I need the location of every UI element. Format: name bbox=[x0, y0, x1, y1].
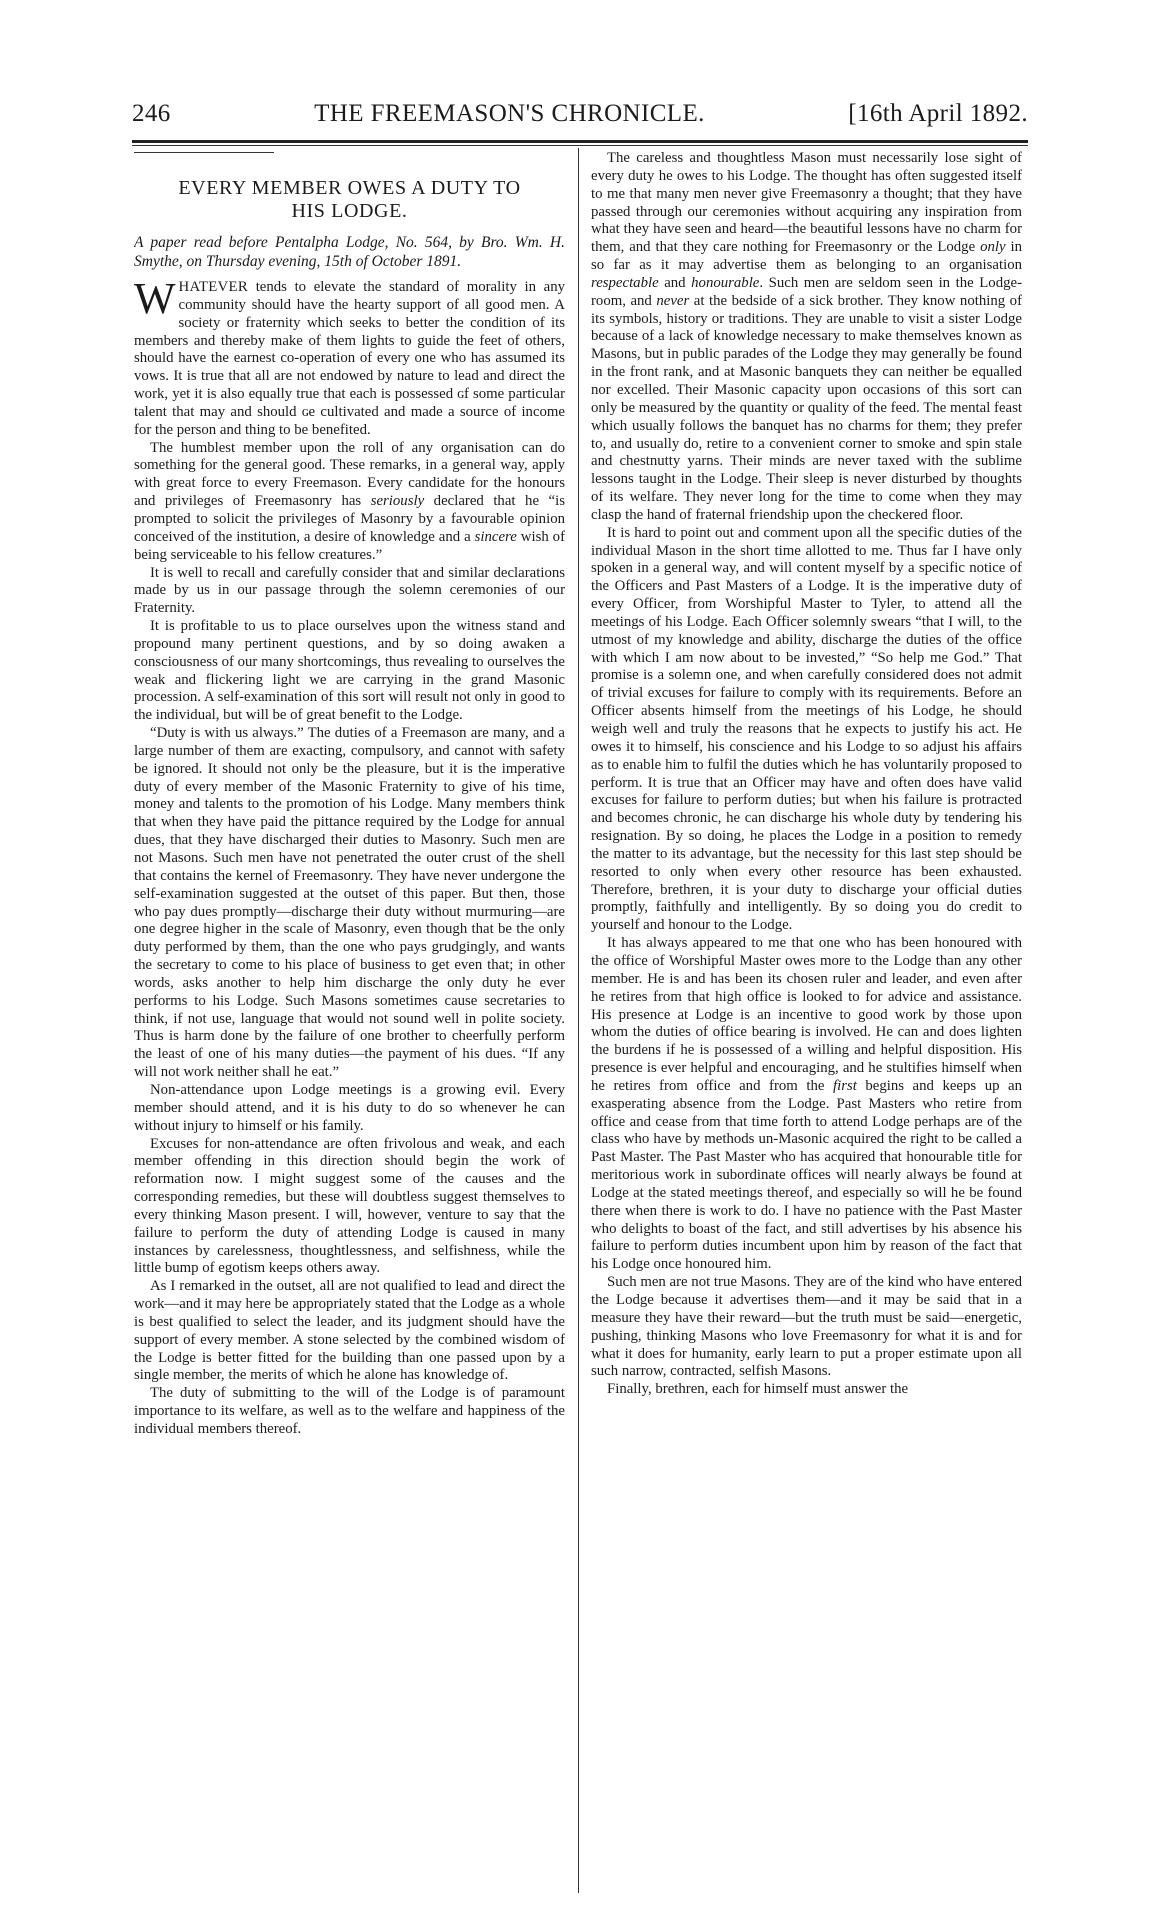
article-title bbox=[134, 177, 565, 223]
paragraph: Such men are not true Masons. They are of the kind who have entered the Lodge because it advertises them—and it may be said that in a measure they have their reward—but the truth must be said—energetic, pushing, thinking Masons who love Freemasonry for what it is and for what it does for humanity, early learn to put a proper estimate upon all such narrow, contracted, selfish Masons. bbox=[591, 1274, 1022, 1380]
paragraph-text: declared that he “is prompted to solicit the privileges of Masonry by a favourable opinion conceived of the institution, a desire of knowledge and a bbox=[134, 493, 565, 545]
paragraph: The duty of submitting to the will of the Lodge is of paramount importance to its welfare, as well as to the welfare and happiness of the individual members thereof. bbox=[134, 1385, 565, 1437]
masthead-rule-thin bbox=[132, 145, 1028, 146]
paragraph bbox=[591, 150, 1022, 525]
paragraph bbox=[591, 935, 1022, 1274]
paragraph bbox=[134, 440, 565, 565]
paragraph-text: and bbox=[658, 274, 692, 291]
emphasis: respectable bbox=[591, 274, 659, 291]
emphasis: first bbox=[832, 1077, 857, 1094]
emphasis: seriously bbox=[370, 493, 425, 510]
paragraph: It is hard to point out and comment upon all the specific duties of the individual Mason in the short time allotted to me. Thus far I have only spoken in a general way, and will content myself by a specific notice of the Officers and Past Masters of a Lodge. It is the imperative duty of every Officer, from Worshipful Master to Tyler, to attend all the meetings of his Lodge. Each Officer solemnly swears “that I will, to the utmost of my knowledge and ability, discharge the duties of the office with which I am now about to be invested,” “So help me God.” That promise is a solemn one, and when carefully considered does not admit of trivial excuses for failure to comply with its requirements. Before an Officer absents himself from the meetings of his Lodge, he should weigh well and truly the reasons that he expects to justify his act. He owes it to himself, his conscience and his Lodge to so adjust his affairs as to enable him to fulfil the duties which he has voluntarily proposed to perform. It is true that an Officer may have and often does have valid excuses for failure to perform duties; but when his failure is protracted and becomes chronic, he can discharge his whole duty by tendering his resignation. By so doing, he places the Lodge in a position to remedy the matter to its advantage, but the necessity for this last step should be resorted to only when every other resource has been exhausted. Therefore, brethren, it is your duty to discharge your official duties promptly, faithfully and intelligently. By so doing you do credit to yourself and honour to the Lodge. bbox=[591, 524, 1022, 934]
right-column bbox=[591, 150, 1022, 1895]
issue-date: [16th April 1892. bbox=[848, 100, 1028, 127]
paragraph: Non-attendance upon Lodge meetings is a growing evil. Every member should attend, and it is his duty to do so whenever he can without injury to himself or his family. bbox=[134, 1081, 565, 1134]
page-number: 246 bbox=[132, 100, 171, 127]
paragraph-text: The careless and thoughtless Mason must necessarily lose sight of every duty he owes to his Lodge. The thought has often suggested itself to me that many men never give Freemasonry a thought; that they have passed through our ceremonies without acquiring any inspiration from what they have seen and heard—the beautiful lessons have no charm for them, and that they care nothing for Freemasonry or the Lodge bbox=[591, 150, 1022, 256]
paragraph: It is well to recall and carefully consider that and similar declarations made by us in our passage through the solemn ceremonies of our Fraternity. bbox=[134, 564, 565, 617]
left-column bbox=[134, 150, 565, 1895]
paragraph-text: . Such men are seldom seen in the Lodge-room, and bbox=[591, 274, 1022, 309]
paragraph-text: It has always appeared to me that one who has been honoured with the office of Worshipful Master owes more to the Lodge than any other member. He is and has been its chosen ruler and leader, and even after he retires from that high office is looked to for advice and assistance. His presence at Lodge is an incentive to good work by those upon whom the duties of office bearing is involved. He can and does lighten the burdens if he is possessed of a willing and helpful disposition. His presence is ever helpful and encouraging, and he stultifies himself when he retires from office and from the bbox=[591, 935, 1022, 1094]
publication-title: THE FREEMASON'S CHRONICLE. bbox=[314, 100, 705, 127]
paragraph: “Duty is with us always.” The duties of a Freemason are many, and a large number of them are exacting, compulsory, and cannot with safety be ignored. It should not only be the pleasure, but it is the imperative duty of every member of the Masonic Fraternity to give of his time, money and talents to the promotion of his Lodge. Many members think that when they have paid the pittance required by the Lodge for annual dues, that they have discharged their duties to Masonry. Such men are not Masons. Such men have not penetrated the outer crust of the shell that contains the kernel of Freemasonry. They have never undergone the self-examination suggested at the outset of this paper. But then, those who pay dues promptly—discharge their duty without murmuring—are one degree higher in the scale of Masonry, even though that be the onlу duty performed by them, than the one who pays grudgingly, and wants the secretary to come to his place of business to get even that; in other words, asks another to help him discharge the only duty he ever performs to his Lodge. Such Masons sometimes cause secretaries to think, if not use, language that would not sound well in polite society. Thus is harm done by the failure of one brother to cheerfully perform the least of one of his many duties—the payment of his dues. “If any will not work neither shall he eat.” bbox=[134, 725, 565, 1081]
emphasis: never bbox=[656, 292, 690, 309]
title-rule bbox=[134, 152, 274, 153]
paragraph-text: at the bedside of a sick brother. They know nothing of its symbols, history or traditions. They are unable to visit a sister Lodge because of a lack of knowledge necessary to make themselves known as Masons, but in public parades of the Lodge they may generally be found in the front rank, and at Masonic banquets they can neither be equalled nor excelled. Their Masonic capacity upon occasions of this sort can only be measured by the quantity or quality of the feed. The mental feast which usually follows the banquet has no charms for them; they prefer to, and usually do, retire to a convenient corner to smoke and spin stale and chestnutty yarns. Their minds are never taxed with the sublime lessons taught in the Lodge. Their sleep is never disturbed by thoughts of its welfare. They never long for the time to come when they may clasp the hand of fraternal friendship upon the checkered floor. bbox=[591, 292, 1022, 523]
paragraph: As I remarked in the outset, all are not qualified to lead and direct the work—and it may here be appropriately stated that the Lodge as a whole is best qualified to select the leader, and its judgment should have the support of every member. A stone selected by the combined wisdom of the Lodge is better fitted for the building than one passed upon by a single member, the merits of which he alone has knowledge of. bbox=[134, 1278, 565, 1384]
paragraph-text: The humblest member upon the roll of any organisation can do something for the general good. These remarks, in a general way, apply with great force to every Freemason. Every candidate for the honours and privileges of Freemasonry has bbox=[134, 439, 565, 510]
article-title-line-2: HIS LODGE. bbox=[291, 200, 408, 222]
emphasis: only bbox=[980, 239, 1006, 256]
article-title-line-1: EVERY MEMBER OWES A DUTY TO bbox=[178, 177, 521, 199]
paragraph: It is profitable to us to place ourselves upon the witness stand and propound many pertinent questions, and by so doing awaken a consciousness of our many shortcomings, thus revealing to ourselves the weak and flickering light we are carrying in the grand Masonic procession. A self-examination of this sort will result not only in good to the individual, but will be of great benefit to the Lodge. bbox=[134, 618, 565, 724]
paragraph: Excuses for non-attendance are often frivolous and weak, and each member offending in this direction should begin the work of reformation now. I might suggest some of the causes and the corresponding remedies, but these will doubtless suggest themselves to every thinking Mason present. I will, however, venture to say that the failure to perform the duty of attending Lodge is caused in many instances by carelessness, thoughtlessness, and selfishness, while the little bump of egotism keeps others away. bbox=[134, 1135, 565, 1277]
lead-caps: HATEVER bbox=[178, 279, 249, 295]
emphasis: sincere bbox=[474, 528, 517, 545]
emphasis: honourable bbox=[691, 274, 760, 291]
paragraph: Finally, brethren, each for himself must answer the bbox=[607, 1381, 909, 1398]
paragraph-text: tends to elevate the standard of morality in any community should have the hearty support of all good men. A society or fraternity which seeks to better the condition of its members and thereby make of them lights to guide the feet of others, should have the earnest co-operation of every one who has assumed its vows. It is true that all are not endowed by nature to lead and direct the work, yet it is also equally true that each is possessed ɢf some particular talent that may and should ɢe cultivated and made a source of income for the person and thing to be benefited. bbox=[134, 279, 565, 438]
article-byline: A paper read before Pentalpha Lodge, No. 564, by Bro. Wm. H. Smythe, on Thursday evening, 15th of October 1891. bbox=[134, 234, 565, 270]
paragraph-text: wish of being serviceable to his fellow creatures.” bbox=[134, 528, 565, 563]
paragraph bbox=[134, 274, 565, 440]
column-divider bbox=[578, 148, 579, 1893]
masthead bbox=[132, 100, 1028, 140]
masthead-rule bbox=[132, 140, 1028, 143]
drop-cap: W bbox=[134, 274, 176, 323]
paragraph-text: in so far as it may advertise them as belonging to an organisation bbox=[591, 239, 1022, 274]
paragraph-text: begins and keeps up an exasperating absence from the Lodge. Past Masters who retire from office and cease from that time forth to attend Lodge perhaps are of the class who have by methods un-Masonic acquired the right to be called a Past Master. The Past Master who has acquired that honourable title for meritorious work in subordinate offices will nearly always be found at Lodge at the stated meetings thereof, and especially so will he be found there when there is work to do. I have no patience with the Past Master who delights to boast of the fact, and still advertises by his absence his failure to perform duties incumbent upon him by reason of the fact that his Lodge once honoured him. bbox=[591, 1077, 1022, 1273]
